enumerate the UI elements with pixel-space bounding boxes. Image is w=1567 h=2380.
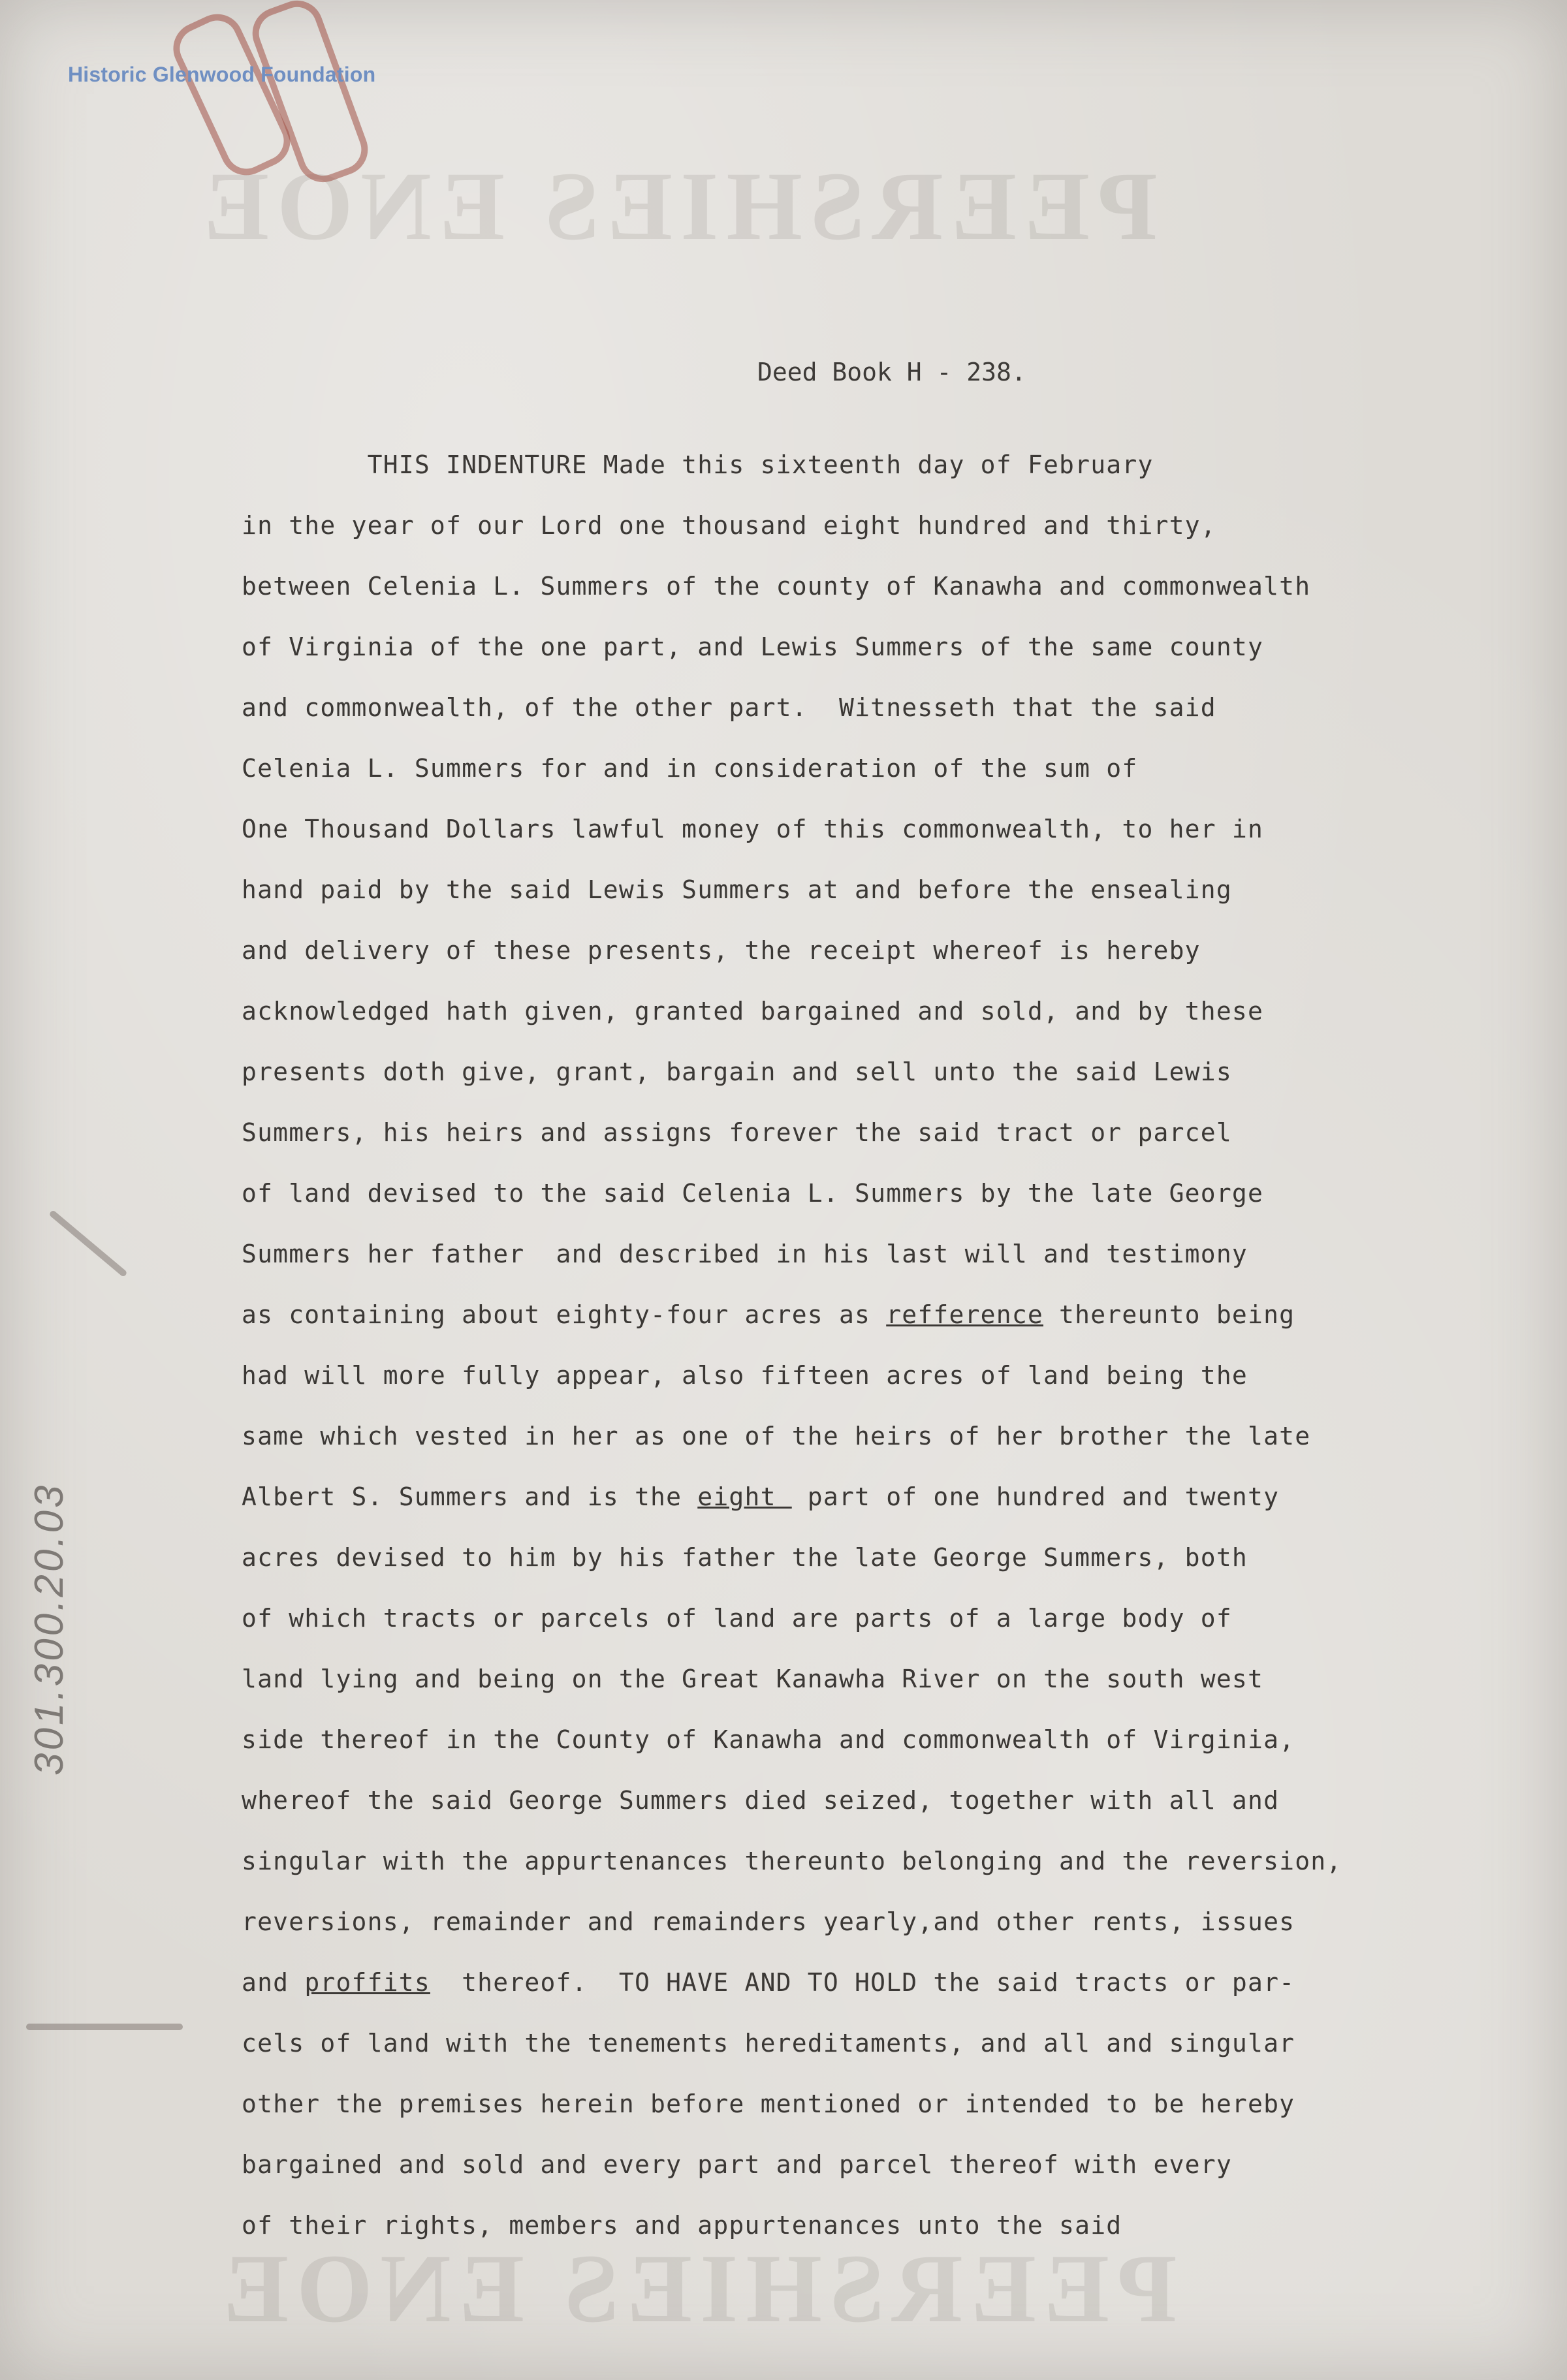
text-segment: and <box>242 1968 305 1997</box>
underlined-word: refference <box>886 1300 1043 1329</box>
text-segment: as containing about eighty-four acres as <box>242 1300 887 1329</box>
text-segment: thereunto being <box>1043 1300 1295 1329</box>
text-line: singular with the appurtenances thereunto belonging and the reversion, <box>242 1847 1342 1875</box>
text-line: hand paid by the said Lewis Summers at and before the ensealing <box>242 875 1232 904</box>
text-line: and commonwealth, of the other part. Witnesseth that the said <box>242 693 1216 722</box>
text-segment: thereof. TO HAVE AND TO HOLD the said tracts or par- <box>430 1968 1295 1997</box>
text-line: presents doth give, grant, bargain and sell unto the said Lewis <box>242 1057 1232 1086</box>
text-line: whereof the said George Summers died seized, together with all and <box>242 1786 1280 1815</box>
bleed-through-stamp-bottom: PEERSHIES ENOE <box>215 2234 1177 2343</box>
text-line: other the premises herein before mentioned or intended to be hereby <box>242 2090 1295 2118</box>
text-line: Summers her father and described in his last will and testimony <box>242 1240 1248 1268</box>
text-line: reversions, remainder and remainders yearly,and other rents, issues <box>242 1907 1295 1936</box>
text-line: had will more fully appear, also fifteen acres of land being the <box>242 1361 1248 1390</box>
text-line <box>242 1963 1541 2024</box>
text-line: One Thousand Dollars lawful money of this commonwealth, to her in <box>242 815 1264 843</box>
text-line: of land devised to the said Celenia L. Summers by the late George <box>242 1179 1264 1208</box>
staple-mark-2 <box>26 2024 183 2030</box>
text-line: and delivery of these presents, the receipt whereof is hereby <box>242 936 1201 965</box>
deed-body-text <box>242 445 1541 2266</box>
text-line <box>242 1295 1541 1356</box>
deed-book-heading: Deed Book H - 238. <box>757 358 1026 386</box>
text-line: acres devised to him by his father the late George Summers, both <box>242 1543 1248 1572</box>
text-line: in the year of our Lord one thousand eight hundred and thirty, <box>242 511 1216 540</box>
staple-mark <box>48 1210 127 1277</box>
text-line: Summers, his heirs and assigns forever the said tract or parcel <box>242 1118 1232 1147</box>
foundation-watermark: Historic Glenwood Foundation <box>68 63 376 86</box>
underlined-word: eight <box>697 1482 792 1511</box>
text-line: THIS INDENTURE Made this sixteenth day of February <box>242 450 1154 479</box>
text-segment: part of one hundred and twenty <box>791 1482 1280 1511</box>
text-line <box>242 1477 1541 1538</box>
text-line: bargained and sold and every part and parcel thereof with every <box>242 2150 1232 2179</box>
text-line: land lying and being on the Great Kanawha River on the south west <box>242 1665 1264 1693</box>
text-line: between Celenia L. Summers of the county of Kanawha and commonwealth <box>242 572 1311 601</box>
text-line: cels of land with the tenements hereditaments, and all and singular <box>242 2029 1295 2058</box>
archive-number-note: 301.300.20.03 <box>27 1482 72 1776</box>
text-line: Celenia L. Summers for and in consideration of the sum of <box>242 754 1138 783</box>
text-segment: Albert S. Summers and is the <box>242 1482 698 1511</box>
text-line: of their rights, members and appurtenances unto the said <box>242 2211 1122 2240</box>
text-line: of which tracts or parcels of land are parts of a large body of <box>242 1604 1232 1633</box>
text-line: of Virginia of the one part, and Lewis Summers of the same county <box>242 633 1264 661</box>
text-line: acknowledged hath given, granted bargained and sold, and by these <box>242 997 1264 1026</box>
text-line: same which vested in her as one of the heirs of her brother the late <box>242 1422 1311 1450</box>
bleed-through-stamp-top: PEERSHIES ENOE <box>196 152 1158 260</box>
underlined-word: proffits <box>304 1968 430 1997</box>
text-line: side thereof in the County of Kanawha and commonwealth of Virginia, <box>242 1725 1295 1754</box>
